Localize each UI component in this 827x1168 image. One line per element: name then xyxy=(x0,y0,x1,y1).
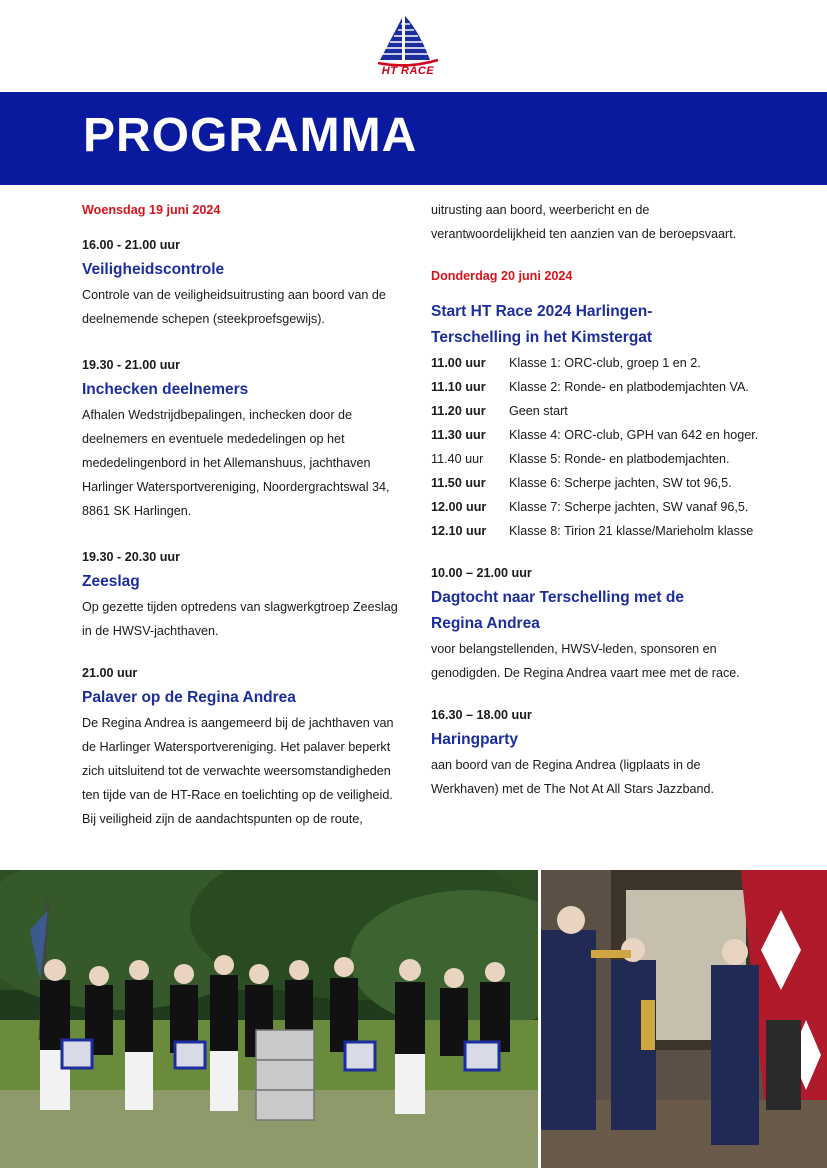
event-time: 21.00 uur xyxy=(82,666,138,680)
schedule-desc: Klasse 2: Ronde- en platbodemjachten VA. xyxy=(509,380,749,394)
schedule-row xyxy=(431,495,776,519)
schedule-row xyxy=(431,519,776,543)
event-title: Inchecken deelnemers xyxy=(82,381,249,398)
event-text: Werkhaven) met de The Not At All Stars Jazzband. xyxy=(431,782,715,796)
event-time: 19.30 - 20.30 uur xyxy=(82,550,181,564)
event-text: aan boord van de Regina Andrea (ligplaats in de xyxy=(431,758,701,772)
schedule-desc: Geen start xyxy=(509,404,568,418)
event-title: Zeeslag xyxy=(82,573,140,590)
schedule-row xyxy=(431,471,776,495)
schedule-row xyxy=(431,447,776,471)
left-column xyxy=(82,198,412,831)
event-text: mededelingenbord in het Allemanshuus, jachthaven xyxy=(82,456,371,470)
schedule-desc: Klasse 1: ORC-club, groep 1 en 2. xyxy=(509,356,701,370)
drum-band-photo xyxy=(0,870,538,1168)
schedule-time: 11.00 uur xyxy=(431,356,486,370)
event-time: 16.00 - 21.00 uur xyxy=(82,238,181,252)
schedule-time: 11.20 uur xyxy=(431,404,486,418)
event-title: Terschelling in het Kimstergat xyxy=(431,329,653,346)
schedule-row xyxy=(431,399,776,423)
event-text: De Regina Andrea is aangemeerd bij de jachthaven van xyxy=(82,716,394,730)
schedule-desc: Klasse 6: Scherpe jachten, SW tot 96,5. xyxy=(509,476,732,490)
event-text: in de HWSV-jachthaven. xyxy=(82,624,219,638)
schedule-time: 12.00 uur xyxy=(431,500,487,514)
event-text: zich uitsluitend tot de verwachte weersomstandigheden xyxy=(82,764,391,778)
event-text: Op gezette tijden optredens van slagwerkgtroep Zeeslag xyxy=(82,600,398,614)
event-text: Harlinger Watersportvereniging, Noordergrachtswal 34, xyxy=(82,480,390,494)
event-time: 19.30 - 21.00 uur xyxy=(82,358,181,372)
event-text: de Harlinger Watersportvereniging. Het palaver beperkt xyxy=(82,740,391,754)
schedule-time: 12.10 uur xyxy=(431,524,487,538)
schedule-desc: Klasse 8: Tirion 21 klasse/Marieholm klasse xyxy=(509,524,754,538)
schedule-time: 11.40 uur xyxy=(431,452,484,466)
schedule-time: 11.30 uur xyxy=(431,428,486,442)
schedule-row xyxy=(431,351,776,375)
schedule-row xyxy=(431,375,776,399)
schedule-desc: Klasse 4: ORC-club, GPH van 642 en hoger. xyxy=(509,428,759,442)
schedule-desc: Klasse 5: Ronde- en platbodemjachten. xyxy=(509,452,730,466)
right-column xyxy=(431,198,776,801)
jazz-band-photo xyxy=(541,870,827,1168)
event-text: deelnemers en eventuele mededelingen op het xyxy=(82,432,345,446)
schedule-desc: Klasse 7: Scherpe jachten, SW vanaf 96,5. xyxy=(509,500,749,514)
event-time: 16.30 – 18.00 uur xyxy=(431,708,532,722)
ht-race-logo xyxy=(372,14,444,80)
title-banner xyxy=(0,92,827,185)
day-date: Donderdag 20 juni 2024 xyxy=(431,269,573,283)
event-title: Regina Andrea xyxy=(431,615,540,632)
event-text: genodigden. De Regina Andrea vaart mee met de race. xyxy=(431,666,740,680)
event-text: Bij veiligheid zijn de aandachtspunten op de route, xyxy=(82,812,363,826)
start-schedule xyxy=(431,351,776,543)
event-text: ten tijde van de HT-Race en toelichting op de veiligheid. xyxy=(82,788,393,802)
event-text: Afhalen Wedstrijdbepalingen, inchecken door de xyxy=(82,408,353,422)
event-text: uitrusting aan boord, weerbericht en de xyxy=(431,203,650,217)
event-title: Veiligheidscontrole xyxy=(82,261,225,278)
event-text: Controle van de veiligheidsuitrusting aan boord van de xyxy=(82,288,386,302)
schedule-row xyxy=(431,423,776,447)
schedule-time: 11.10 uur xyxy=(431,380,486,394)
event-title: Start HT Race 2024 Harlingen- xyxy=(431,303,653,320)
event-text: 8861 SK Harlingen. xyxy=(82,504,192,518)
event-title: Palaver op de Regina Andrea xyxy=(82,689,296,706)
page-title: PROGRAMMA xyxy=(83,109,418,162)
event-title: Dagtocht naar Terschelling met de xyxy=(431,589,684,606)
logo-text: HT RACE xyxy=(381,65,435,77)
event-time: 10.00 – 21.00 uur xyxy=(431,566,532,580)
event-text: voor belangstellenden, HWSV-leden, sponsoren en xyxy=(431,642,717,656)
event-title: Haringparty xyxy=(431,731,518,748)
day-date: Woensdag 19 juni 2024 xyxy=(82,203,221,217)
event-text: verantwoordelijkheid ten aanzien van de beroepsvaart. xyxy=(431,227,737,241)
event-text: deelnemende schepen (steekproefsgewijs). xyxy=(82,312,325,326)
schedule-time: 11.50 uur xyxy=(431,476,486,490)
